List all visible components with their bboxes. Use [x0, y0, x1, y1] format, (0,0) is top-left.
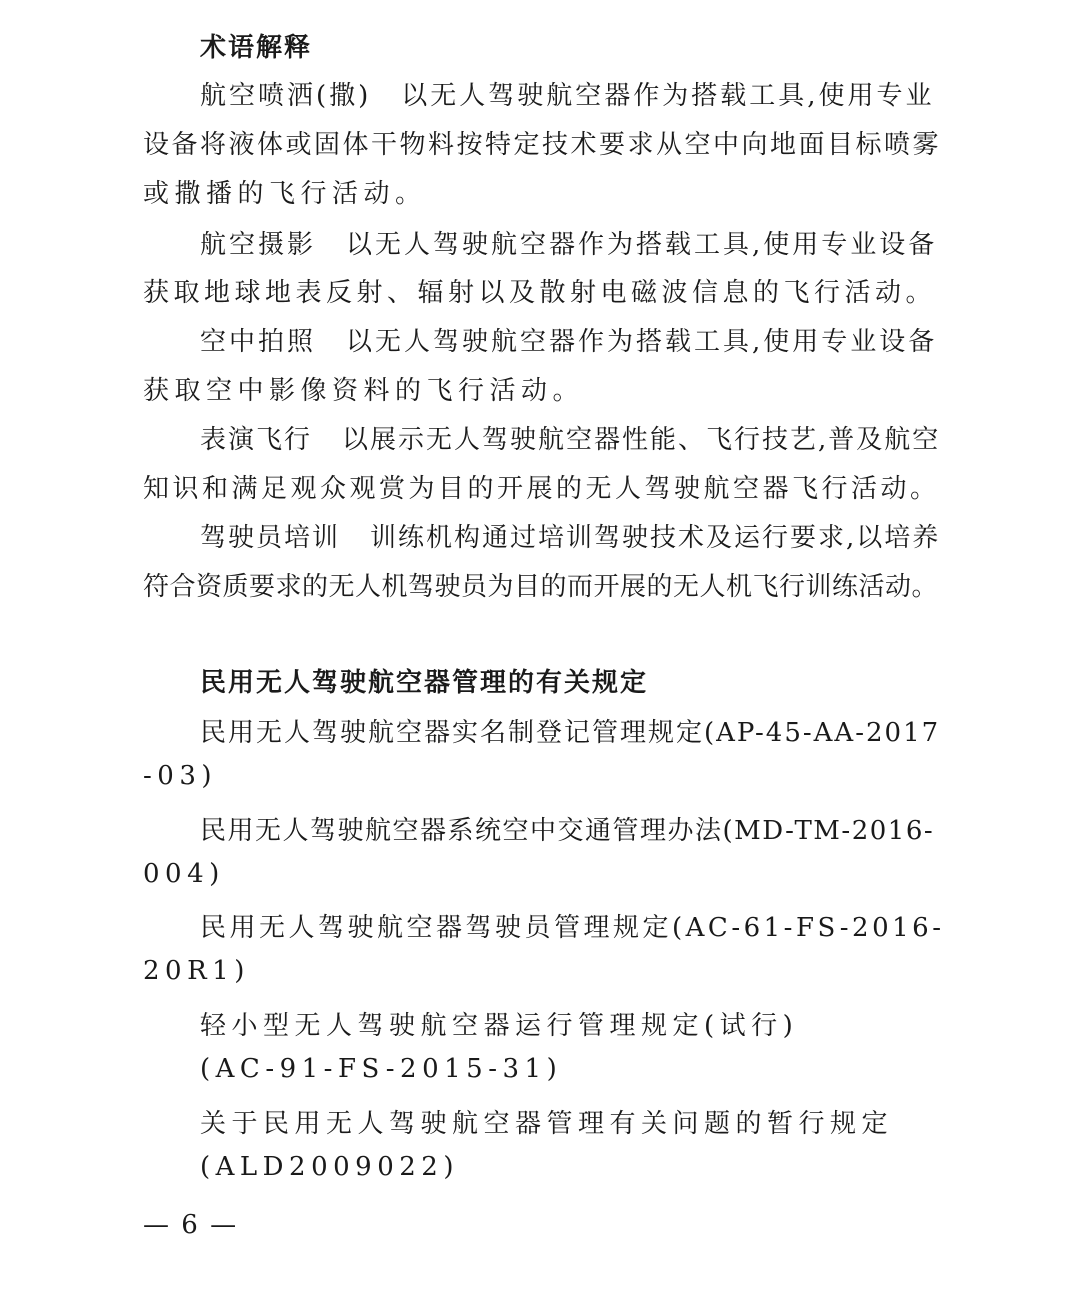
regulation-line: 004): [143, 859, 225, 889]
term-name: 表演飞行: [200, 425, 313, 455]
term-definition-text: 获取空中影像资料的飞行活动。: [143, 376, 585, 406]
section-title-regulations: 民用无人驾驶航空器管理的有关规定: [200, 668, 649, 698]
regulation-line: 民用无人驾驶航空器驾驶员管理规定(AC-61-FS-2016-: [200, 913, 945, 943]
term-definition-text: 以无人驾驶航空器作为搭载工具,使用专业设备: [346, 230, 938, 260]
page-number: — 6 —: [143, 1210, 239, 1240]
term-name: 航空摄影: [200, 230, 317, 260]
term-definition-text: 训练机构通过培训驾驶技术及运行要求,以培养: [370, 523, 941, 553]
term-definition-text: 设备将液体或固体干物料按特定技术要求从空中向地面目标喷雾: [143, 130, 942, 160]
term-definition-text: 或撒播的飞行活动。: [143, 179, 427, 209]
term-definition-text: 符合资质要求的无人机驾驶员为目的而开展的无人机飞行训练活动。: [143, 572, 939, 602]
term-entry-line: [200, 419, 940, 456]
regulation-line: 民用无人驾驶航空器系统空中交通管理办法(MD-TM-2016-: [200, 816, 935, 846]
term-name: 空中拍照: [200, 327, 317, 357]
term-definition-text: 以展示无人驾驶航空器性能、飞行技艺,普及航空: [342, 425, 941, 455]
term-entry-line: [200, 75, 935, 112]
section-title-terms: 术语解释: [200, 33, 313, 63]
regulation-line: 20R1): [143, 956, 250, 986]
regulation-line: (AC-91-FS-2015-31): [200, 1054, 563, 1084]
regulation-line: (ALD2009022): [200, 1152, 459, 1182]
regulation-line: 民用无人驾驶航空器实名制登记管理规定(AP-45-AA-2017: [200, 718, 941, 748]
regulation-line: 轻小型无人驾驶航空器运行管理规定(试行): [200, 1011, 799, 1041]
regulation-line: -03): [143, 761, 218, 791]
term-definition-text: 以无人驾驶航空器作为搭载工具,使用专业: [401, 81, 935, 111]
term-name: 航空喷洒(撒): [200, 81, 372, 111]
term-definition-text: 获取地球地表反射、辐射以及散射电磁波信息的飞行活动。: [143, 278, 937, 308]
term-definition-text: 以无人驾驶航空器作为搭载工具,使用专业设备: [346, 327, 938, 357]
term-entry-line: [200, 321, 937, 358]
term-name: 驾驶员培训: [200, 523, 341, 553]
term-definition-text: 知识和满足观众观赏为目的开展的无人驾驶航空器飞行活动。: [143, 474, 940, 504]
regulation-line: 关于民用无人驾驶航空器管理有关问题的暂行规定: [200, 1109, 894, 1139]
term-entry-line: [200, 224, 937, 261]
term-entry-line: [200, 517, 940, 554]
